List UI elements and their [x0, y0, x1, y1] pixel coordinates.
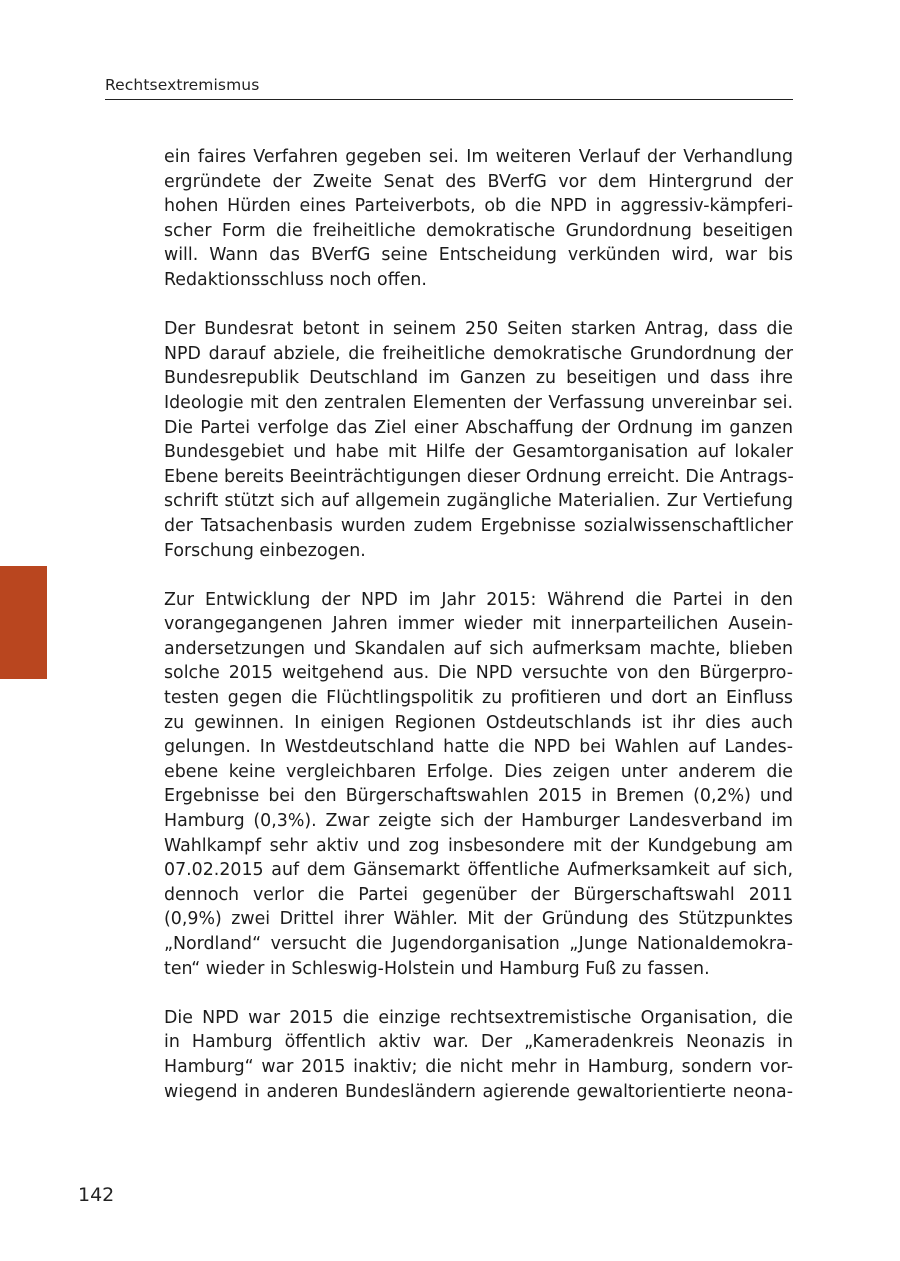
text-line: schrift stützt sich auf allgemein zugängliche Materialien. Zur Vertiefung [164, 491, 793, 512]
text-line: Ebene bereits Beeinträchtigungen dieser Ordnung erreicht. Die Antrags- [164, 466, 794, 487]
text-line: solche 2015 weitgehend aus. Die NPD versuchte von den Bürgerpro- [164, 663, 793, 684]
text-line: ergründete der Zweite Senat des BVerfG vor dem Hintergrund der [164, 171, 793, 192]
text-line: Ideologie mit den zentralen Elementen der Verfassung unvereinbar sei. [164, 392, 793, 413]
running-header [105, 75, 793, 100]
text-line: „Nordland“ versucht die Jugendorganisation „Junge Nationaldemokra- [164, 934, 793, 954]
paragraph [164, 588, 793, 982]
text-line: Bundesrepublik Deutschland im Ganzen zu beseitigen und dass ihre [164, 368, 793, 389]
text-line: der Tatsachenbasis wurden zudem Ergebnisse sozialwissenschaftlicher [164, 515, 793, 536]
text-line: hohen Hürden eines Parteiverbots, ob die NPD in aggressiv-kämpferi- [164, 196, 793, 217]
text-line: (0,9%) zwei Drittel ihrer Wähler. Mit der Gründung des Stützpunktes [164, 909, 793, 930]
text-line: 07.02.2015 auf dem Gänsemarkt öffentliche Aufmerksamkeit auf sich, [164, 860, 793, 881]
text-line: testen gegen die Flüchtlingspolitik zu profitieren und dort an Einfluss [164, 688, 793, 709]
text-line: ten“ wieder in Schleswig-Holstein und Hamburg Fuß zu fassen. [164, 958, 710, 979]
text-line: andersetzungen und Skandalen auf sich aufmerksam machte, blieben [164, 638, 793, 659]
text-line: Forschung einbezogen. [164, 540, 366, 561]
text-line: Die Partei verfolge das Ziel einer Abschaffung der Ordnung im ganzen [164, 417, 793, 438]
text-line: scher Form die freiheitliche demokratische Grundordnung beseitigen [164, 220, 793, 241]
text-line: Zur Entwicklung der NPD im Jahr 2015: Während die Partei in den [164, 589, 793, 610]
chapter-marker-tab [0, 566, 47, 679]
running-title: Rechtsextremismus [105, 76, 260, 94]
text-line: in Hamburg öffentlich aktiv war. Der „Kameradenkreis Neonazis in [164, 1032, 793, 1053]
text-line: Die NPD war 2015 die einzige rechtsextremistische Organisation, die [164, 1007, 793, 1028]
text-line: zu gewinnen. In einigen Regionen Ostdeutschlands ist ihr dies auch [164, 712, 793, 733]
text-line: Redaktionsschluss noch offen. [164, 269, 427, 290]
text-line: vorangegangenen Jahren immer wieder mit innerparteilichen Ausein- [164, 614, 793, 635]
text-line: Hamburg“ war 2015 inaktiv; die nicht mehr in Hamburg, sondern vor- [164, 1056, 793, 1077]
text-line: NPD darauf abziele, die freiheitliche demokratische Grundordnung der [164, 343, 793, 364]
text-line: Bundesgebiet und habe mit Hilfe der Gesamtorganisation auf lokaler [164, 442, 793, 463]
text-line: will. Wann das BVerfG seine Entscheidung verkünden wird, war bis [164, 245, 793, 266]
text-line: Ergebnisse bei den Bürgerschaftswahlen 2015 in Bremen (0,2%) und [164, 786, 793, 807]
paragraph [164, 145, 793, 293]
paragraph [164, 317, 793, 563]
text-line: ein faires Verfahren gegeben sei. Im weiteren Verlauf der Verhandlung [164, 147, 793, 167]
text-line: Der Bundesrat betont in seinem 250 Seiten starken Antrag, dass die [164, 319, 793, 340]
text-line: ebene keine vergleichbaren Erfolge. Dies zeigen unter anderem die [164, 761, 793, 782]
text-line: Wahlkampf sehr aktiv und zog insbesondere mit der Kundgebung am [164, 835, 793, 856]
text-line: wiegend in anderen Bundesländern agierende gewaltorientierte neona- [164, 1081, 793, 1102]
body-text [164, 145, 793, 1129]
page-number: 142 [78, 1184, 115, 1206]
text-line: gelungen. In Westdeutschland hatte die NPD bei Wahlen auf Landes- [164, 737, 793, 758]
text-line: dennoch verlor die Partei gegenüber der Bürgerschaftswahl 2011 [164, 884, 793, 905]
text-line: Hamburg (0,3%). Zwar zeigte sich der Hamburger Landesverband im [164, 811, 793, 832]
paragraph [164, 1006, 793, 1104]
